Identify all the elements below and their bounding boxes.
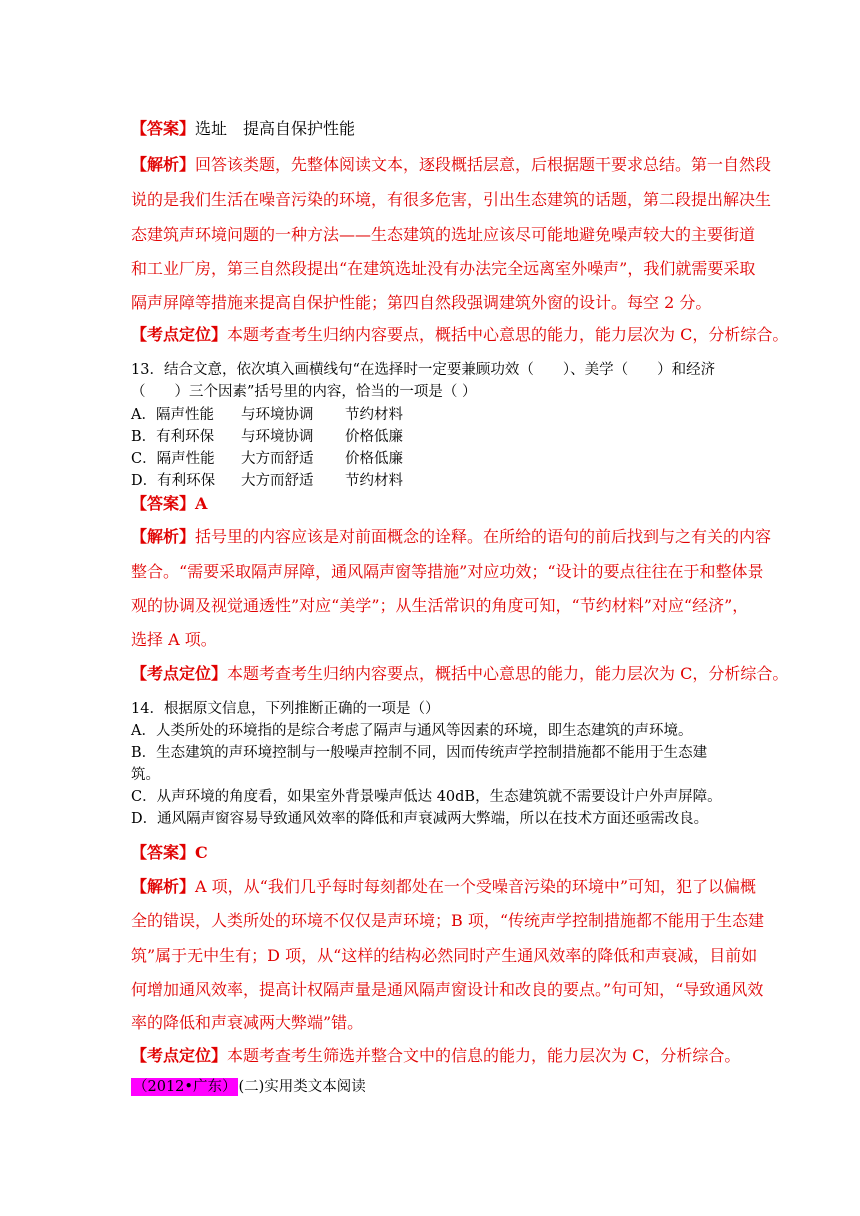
section-tag: （2012•广东） — [133, 1079, 237, 1095]
q12-analysis-line: 隔声屏障等措施来提高自保护性能；第四自然段强调建筑外窗的设计。每空 2 分。 — [131, 293, 712, 312]
q14-analysis-line: 何增加通风效率，提高计权隔声量是通风隔声窗设计和改良的要点。”句可知，“导致通风效 — [131, 980, 764, 999]
q14-option-line: 筑。 — [131, 767, 160, 783]
q12-analysis-line: 说的是我们生活在噪音污染的环境，有很多危害，引出生态建筑的话题，第二段提出解决生 — [131, 190, 772, 209]
q14-option-line: A．人类所处的环境指的是综合考虑了隔声与通风等因素的环境，即生态建筑的声环境。 — [131, 723, 693, 739]
q14-option-line: D．通风隔声窗容易导致通风效率的降低和声衰减两大弊端，所以在技术方面还亟需改良。 — [131, 811, 709, 827]
q13-point: 【考点定位】本题考查考生归纳内容要点，概括中心意思的能力，能力层次为 C，分析综合。 — [131, 664, 789, 683]
q14-answer-label: 【答案】 — [131, 843, 196, 862]
q12-analysis-label: 【解析】 — [131, 155, 196, 174]
q14-option-line: C．从声环境的角度看，如果室外背景噪声低达 40dB，生态建筑就不需要设计户外声屏障。 — [131, 789, 722, 805]
q14-option-line: B．生态建筑的声环境控制与一般噪声控制不同，因而传统声学控制措施都不能用于生态建 — [131, 745, 708, 761]
q13-option-c: C．隔声性能 大方而舒适 价格低廉 — [131, 451, 403, 467]
q14-analysis-line: 率的降低和声衰减两大弊端”错。 — [131, 1013, 364, 1032]
q13-stem-line: （ ）三个因素”括号里的内容，恰当的一项是（ ） — [131, 384, 477, 400]
q13-analysis-line: 【解析】括号里的内容应该是对前面概念的诠释。在所给的语句的前后找到与之有关的内容 — [131, 527, 772, 546]
q14-analysis-line: 全的错误，人类所处的环境不仅仅是声环境；B 项，“传统声学控制措施都不能用于生态建 — [131, 911, 765, 930]
q13-analysis-line: 整合。“需要采取隔声屏障，通风隔声窗等措施”对应功效；“设计的要点往往在于和整体景 — [131, 562, 764, 581]
q12-point: 【考点定位】本题考查考生归纳内容要点，概括中心意思的能力，能力层次为 C，分析综合。 — [131, 325, 789, 344]
q13-option-d: D．有利环保 大方而舒适 节约材料 — [131, 473, 403, 489]
q13-option-a: A．隔声性能 与环境协调 节约材料 — [131, 407, 403, 423]
q13-analysis-label: 【解析】 — [131, 527, 196, 546]
q12-analysis-line: 和工业厂房，第三自然段提出“在建筑选址没有办法完全远离室外噪声”，我们就需要采取 — [131, 259, 756, 278]
q14-analysis-line: 筑”属于无中生有；D 项，从“这样的结构必然同时产生通风效率的降低和声衰减，目前如 — [131, 946, 758, 965]
q13-answer-label: 【答案】 — [131, 494, 196, 513]
q13-analysis-line: 选择 A 项。 — [131, 630, 217, 649]
q14-point-label: 【考点定位】 — [131, 1046, 228, 1065]
q13-analysis-line: 观的协调及视觉通透性”对应“美学”；从生活常识的角度可知，“节约材料”对应“经济”， — [131, 596, 749, 615]
q13-answer-text: A — [195, 494, 208, 513]
q13-stem-line: 13．结合文意，依次填入画横线句“在选择时一定要兼顾功效（ ）、美学（ ）和经济 — [131, 362, 716, 378]
q14-stem: 14．根据原文信息，下列推断正确的一项是（） — [131, 701, 440, 717]
q14-analysis-label: 【解析】 — [131, 877, 196, 896]
section-title: (二)实用类文本阅读 — [238, 1079, 366, 1095]
q12-point-label: 【考点定位】 — [131, 325, 228, 344]
q13-answer — [131, 491, 207, 514]
q12-answer-label: 【答案】 — [131, 119, 196, 138]
q14-analysis-line: 【解析】A 项，从“我们几乎每时每刻都处在一个受噪音污染的环境中”可知，犯了以偏概 — [131, 877, 757, 896]
q12-analysis-line: 【解析】回答该类题，先整体阅读文本，逐段概括层意，后根据题干要求总结。第一自然段 — [131, 155, 772, 174]
q12-answer-text: 选址 提高自保护性能 — [195, 119, 356, 138]
q14-answer — [131, 840, 208, 863]
q12-analysis-line: 态建筑声环境问题的一种方法——生态建筑的选址应该尽可能地避免噪声较大的主要街道 — [131, 225, 756, 244]
q13-point-label: 【考点定位】 — [131, 664, 228, 683]
q14-answer-text: C — [195, 843, 208, 862]
q12-answer — [131, 116, 741, 139]
q14-point: 【考点定位】本题考查考生筛选并整合文中的信息的能力，能力层次为 C，分析综合。 — [131, 1046, 741, 1065]
q13-option-b: B．有利环保 与环境协调 价格低廉 — [131, 429, 403, 445]
section-heading — [131, 1075, 366, 1096]
